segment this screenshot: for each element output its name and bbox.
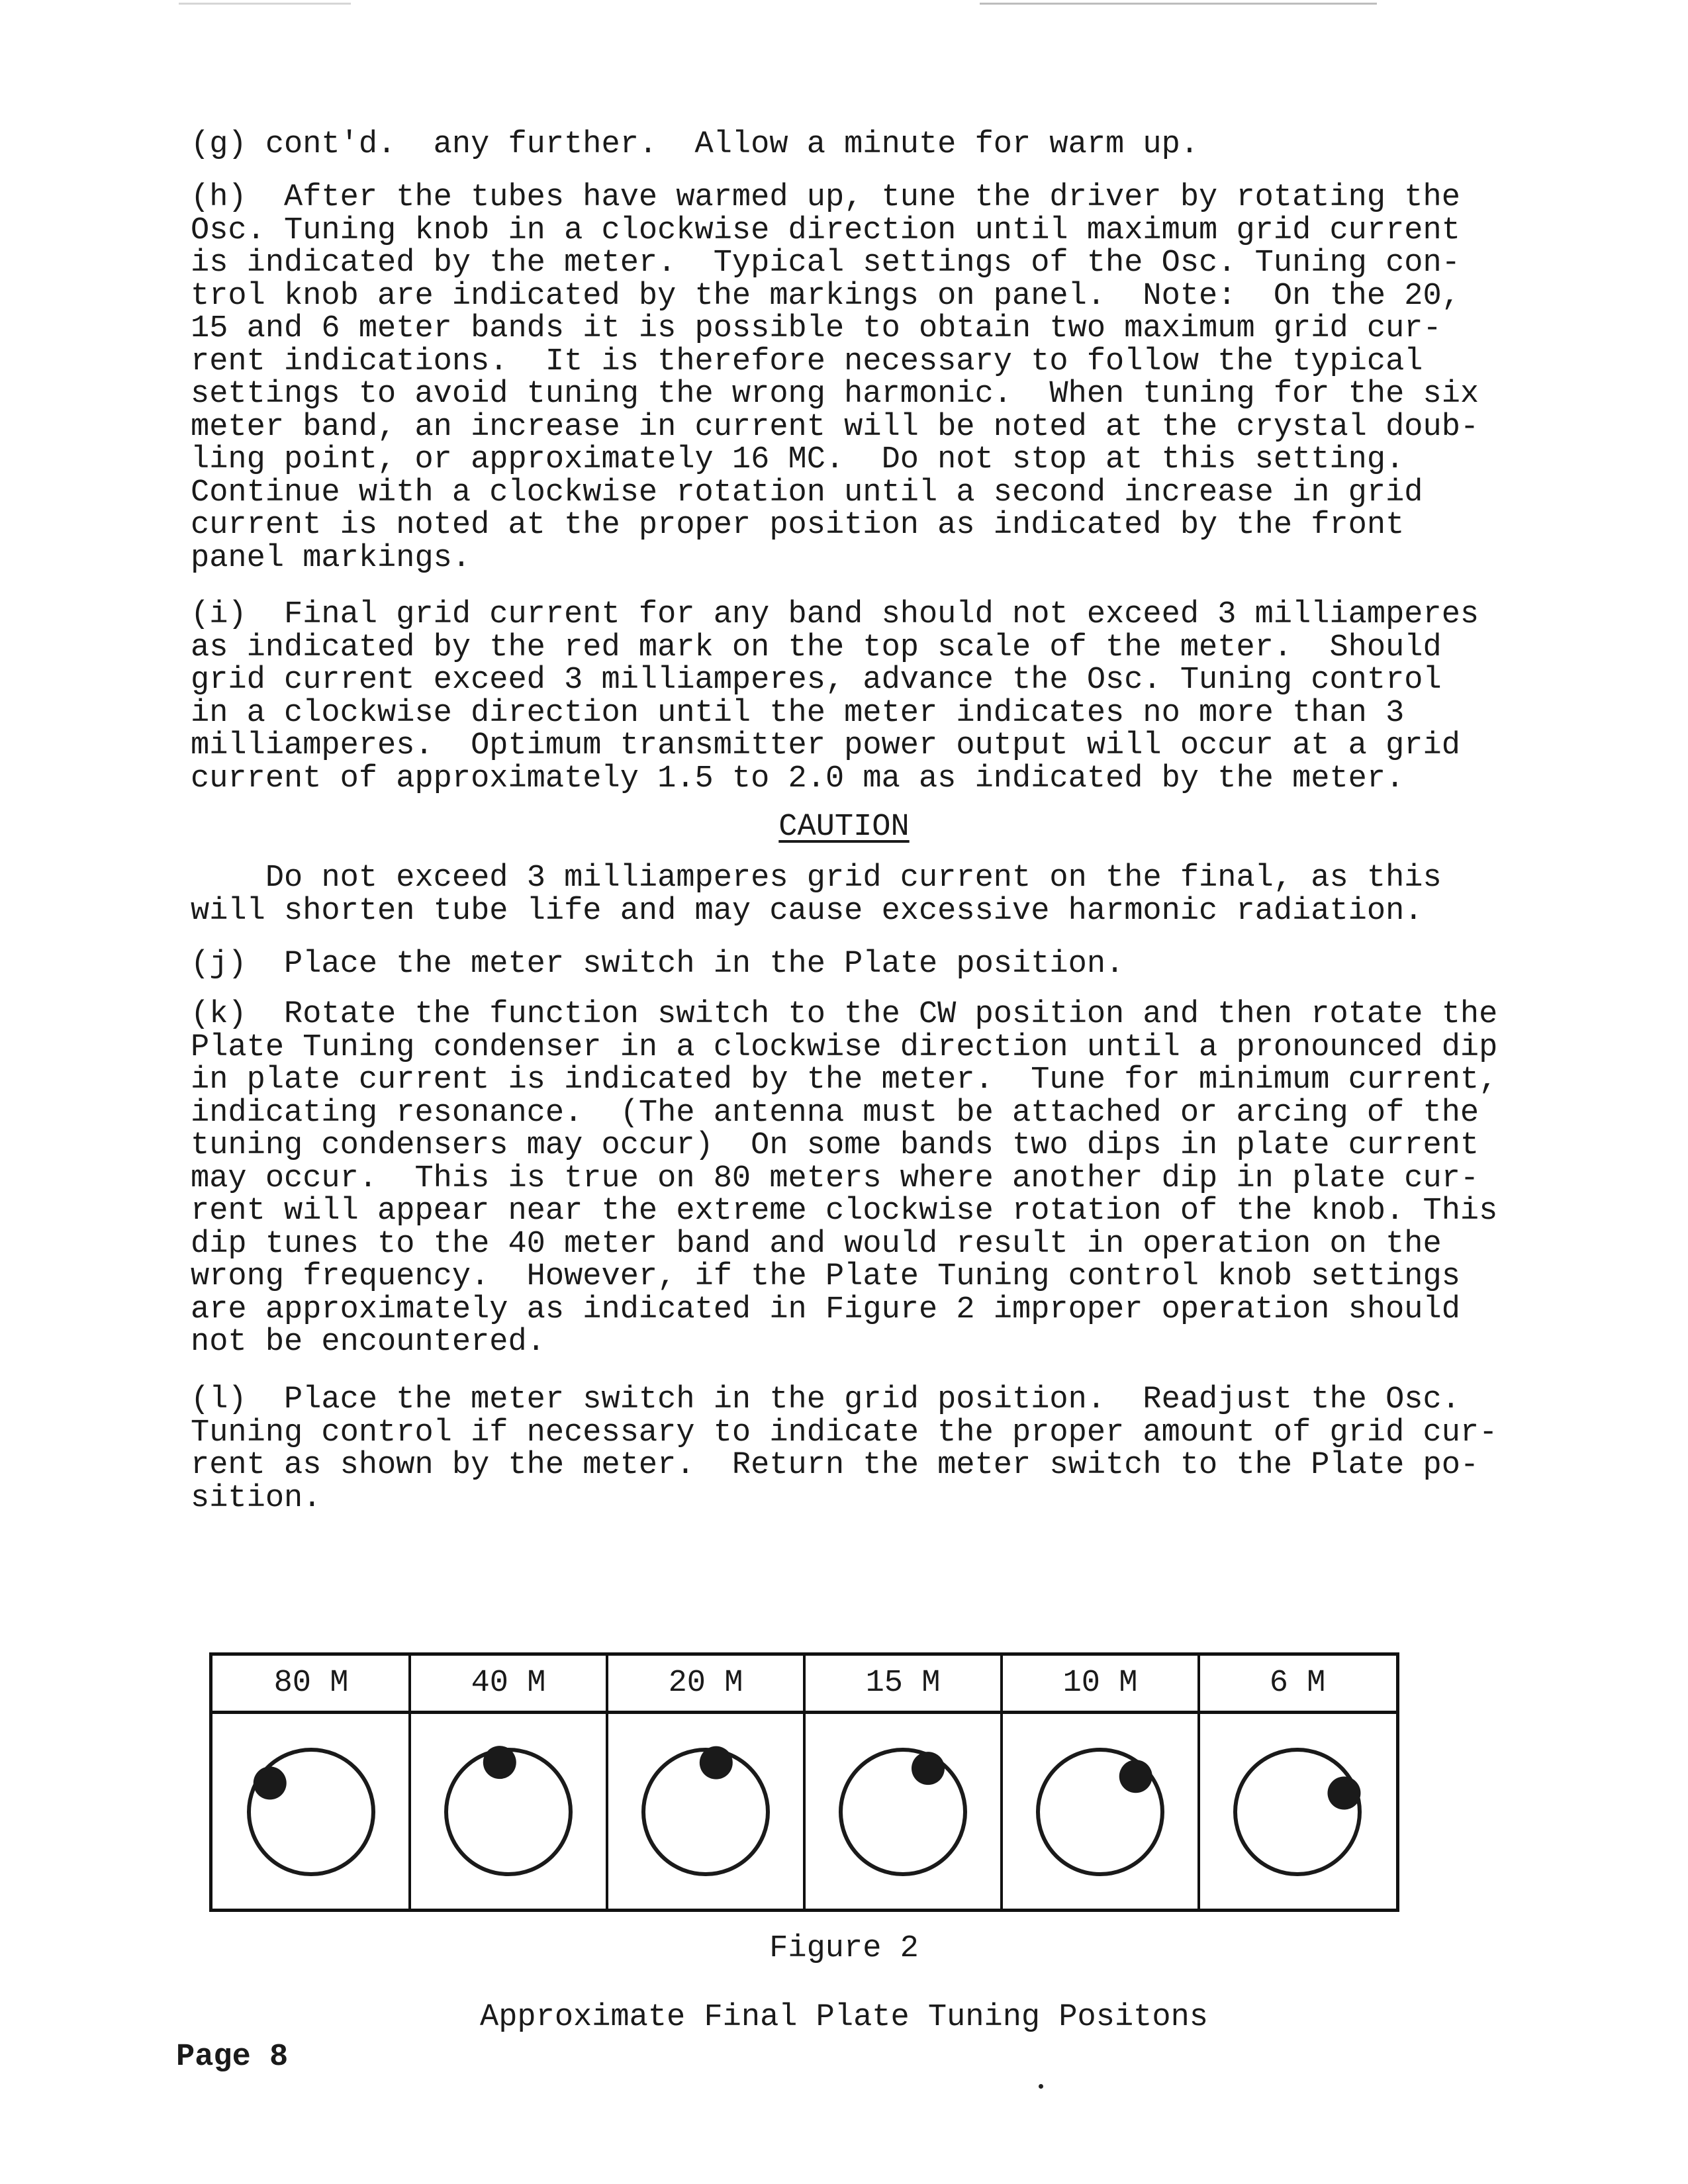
scan-artifact-line: [179, 3, 351, 5]
paragraph-k: (k) Rotate the function switch to the CW position and then rotate the Plate Tuning condenser in a clockwise direction until a pronounced dip in plate current is indicated by the meter. Tune for minimum current, indicating resonance. (The antenna must be attached or arcing of the tuning condensers may occur) On some bands two dips in plate current may occur. This is true on 80 meters where another dip in plate cur- rent will appear near the extreme clockwise rotation of the knob. This dip tunes to the 40 meter band and would result in operation on the wrong frequency. However, if the Plate Tuning control knob settings are approximately as indicated in Figure 2 improper operation should not be encountered.: [191, 997, 1498, 1360]
caution-heading: CAUTION: [778, 810, 910, 845]
paragraph-j: (j) Place the meter switch in the Plate position.: [191, 947, 1125, 982]
knob-position-dot-10m: [1119, 1760, 1152, 1793]
knob-position-dot-15m: [912, 1752, 945, 1785]
knob-position-dot-80m: [254, 1766, 287, 1799]
knob-dial-6m: [1235, 1750, 1360, 1874]
paragraph-h: (h) After the tubes have warmed up, tune the driver by rotating the Osc. Tuning knob in a clockwise direction until maximum grid current is indicated by the meter. Typical settings of the Osc. Tuning con- trol knob are indicated by the markings on panel. Note: On the 20, 15 and 6 meter bands it is possible to obtain two maximum grid cur- rent indications. It is therefore necessary to follow the typical settings to avoid tuning the wrong harmonic. When tuning for the six meter band, an increase in current will be noted at the crystal doub- ling point, or approximately 16 MC. Do not stop at this setting. Continue with a clockwise rotation until a second increase in grid current is noted at the proper position as indicated by the front panel markings.: [191, 180, 1479, 576]
paragraph-l: (l) Place the meter switch in the grid position. Readjust the Osc. Tuning control if necessary to indicate the proper amount of grid cur- rent as shown by the meter. Return the meter switch to the Plate po- sition.: [191, 1382, 1498, 1516]
paragraph-i: (i) Final grid current for any band should not exceed 3 milliamperes as indicated by the red mark on the top scale of the meter. Should grid current exceed 3 milliamperes, advance the Osc. Tuning control in a clockwise direction until the meter indicates no more than 3 milliamperes. Optimum transmitter power output will occur at a grid current of approximately 1.5 to 2.0 ma as indicated by the meter.: [191, 597, 1479, 796]
band-label-10m: 10 M: [1062, 1666, 1138, 1701]
speck-mark: [1039, 2084, 1043, 2089]
scan-artifact-line: [980, 3, 1377, 5]
knob-position-dot-6m: [1327, 1777, 1360, 1810]
band-label-20m: 20 M: [668, 1666, 743, 1701]
figure-caption-title: Approximate Final Plate Tuning Positons: [480, 2000, 1208, 2035]
figure-caption-number: Figure 2: [769, 1931, 919, 1966]
band-label-6m: 6 M: [1269, 1666, 1326, 1701]
caution-body: Do not exceed 3 milliamperes grid current on the final, as this will shorten tube life and may cause excessive harmonic radiation.: [191, 861, 1442, 929]
band-label-40m: 40 M: [471, 1666, 546, 1701]
page-number: Page 8: [176, 2040, 289, 2075]
paragraph-g: (g) cont'd. any further. Allow a minute for warm up.: [191, 127, 1199, 162]
band-label-80m: 80 M: [273, 1666, 349, 1701]
band-label-15m: 15 M: [865, 1666, 941, 1701]
figure-2-table: [209, 1652, 1399, 1912]
knob-dial-15m: [841, 1750, 965, 1874]
knob-position-dot-40m: [483, 1746, 516, 1779]
knob-position-dot-20m: [700, 1746, 733, 1780]
knob-diagram: [212, 1714, 1396, 1909]
